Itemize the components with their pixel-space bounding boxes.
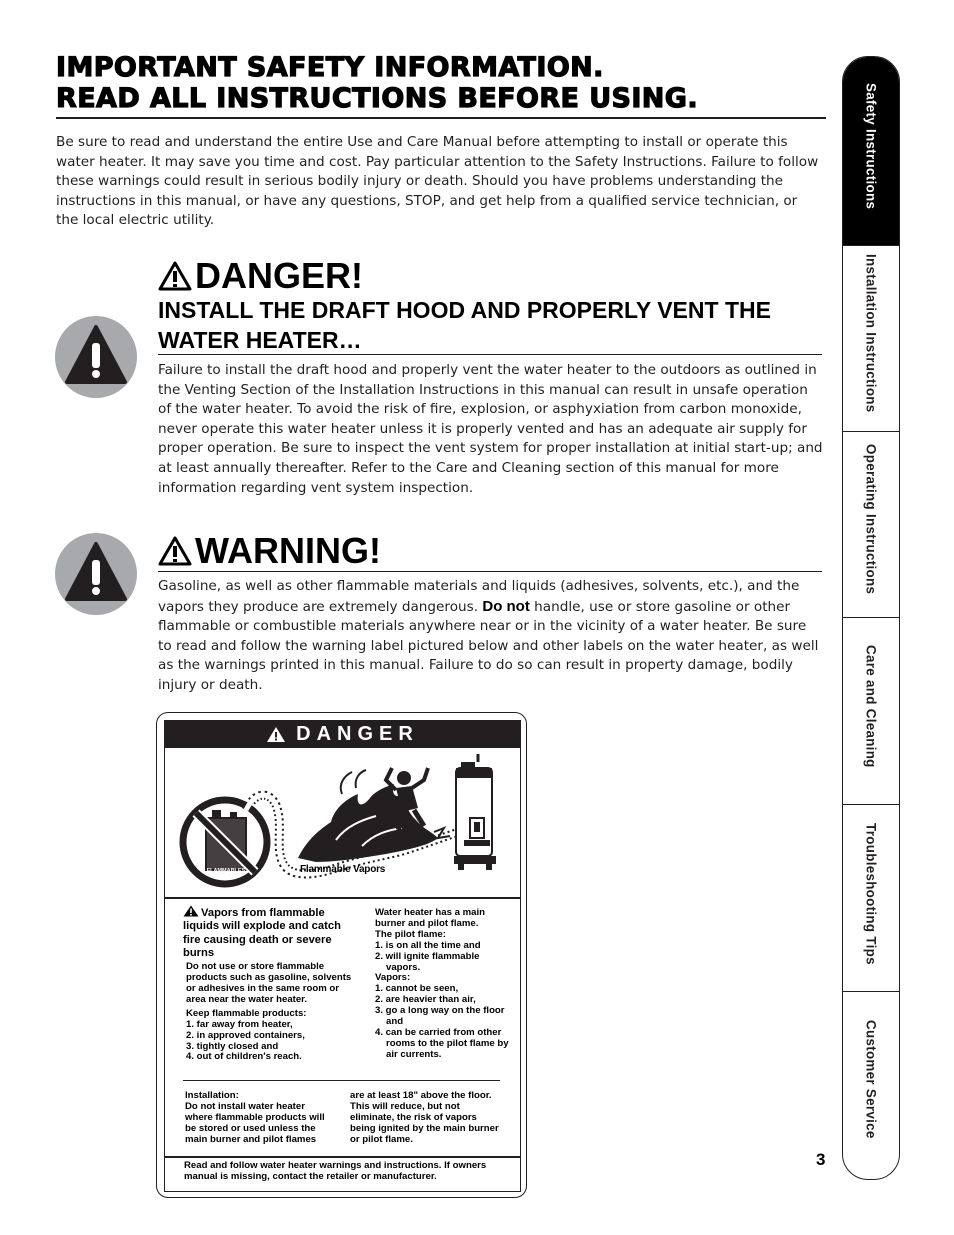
danger-subtitle-line1: INSTALL THE DRAFT HOOD AND PROPERLY VENT THE <box>158 297 771 323</box>
page-title-line2: READ ALL INSTRUCTIONS BEFORE USING. <box>56 83 699 114</box>
list-item: 2. in approved containers, <box>186 1029 305 1041</box>
tab-operating-instructions[interactable] <box>843 431 899 618</box>
list-item: 3. tightly closed and <box>186 1040 279 1052</box>
label-divider <box>164 897 521 899</box>
tab-customer-service[interactable] <box>843 991 899 1180</box>
warning-divider <box>158 571 822 572</box>
list-item: 4. can be carried from other rooms to the pilot flame by air currents. <box>375 1026 509 1060</box>
danger-body: Failure to install the draft hood and properly vent the water heater to the outdoors as outlined in the Venting Section of the Installation Instructions in this manual can result in unsafe operation of the water heater. To avoid the risk of fire, explosion, or asphyxiation from carbon monoxide, never operate this water heater unless it is properly vented and has an adequate air supply for proper operation. Be sure to inspect the vent system for proper installation at initial start-up; and at least annually thereafter. Refer to the Care and Cleaning section of this manual for more information regarding vent system inspection. <box>158 362 823 496</box>
tab-label: Troubleshooting Tips <box>863 823 879 965</box>
label-left-heading <box>183 905 355 960</box>
warning-triangle-icon <box>158 536 192 566</box>
list-item: 2. are heavier than air, <box>375 994 476 1006</box>
tab-troubleshooting-tips[interactable] <box>843 804 899 992</box>
caution-circle-icon <box>55 316 137 398</box>
label-left-paragraph: Do not use or store flammable products such as gasoline, solvents or adhesives in the same room or area near the water heater. <box>186 961 352 1005</box>
label-right-column <box>375 908 510 1061</box>
tab-label: Operating Instructions <box>863 444 879 595</box>
water-heater-figure <box>454 754 496 870</box>
warning-heading <box>158 531 381 571</box>
label-footer: Read and follow water heater warnings and instructions. If owners manual is missing, contact the retailer or manufacturer. <box>184 1160 487 1182</box>
list-item: 1. cannot be seen, <box>375 983 459 995</box>
flammables-can-text: FLAMMABLES <box>206 868 246 874</box>
label-left-heading-text: Vapors from flammable liquids will explode and catch fire causing death or severe burns <box>183 907 341 959</box>
warning-triangle-icon <box>266 726 286 743</box>
label-right-paragraph: Water heater has a main burner and pilot flame. <box>375 907 486 929</box>
tab-label: Installation Instructions <box>863 254 879 413</box>
label-keep-list <box>183 1020 355 1064</box>
danger-divider <box>158 354 822 355</box>
warning-triangle-icon <box>158 261 192 291</box>
page-number: 3 <box>816 1150 826 1169</box>
label-installation-right: are at least 18" above the floor. This will reduce, but not eliminate, the risk of vapors being ignited by the main burner or pilot flame. <box>350 1090 499 1145</box>
list-item: 1. is on all the time and <box>375 939 481 951</box>
page-title <box>56 52 826 114</box>
danger-title: DANGER! <box>195 255 363 296</box>
header-divider <box>56 117 826 119</box>
label-left-column <box>183 905 355 1063</box>
label-vapors-heading: Vapors: <box>375 972 411 984</box>
label-keep-heading: Keep flammable products: <box>186 1007 307 1019</box>
danger-label-banner-text: DANGER <box>296 722 419 745</box>
tab-label: Care and Cleaning <box>863 645 879 768</box>
list-item: 3. go a long way on the floor and <box>375 1005 505 1028</box>
danger-heading <box>158 256 363 296</box>
warning-title: WARNING! <box>195 530 381 571</box>
danger-subtitle-line2: WATER HEATER… <box>158 327 362 353</box>
caution-circle-icon <box>55 533 137 615</box>
warning-body-emphasis: Do not <box>482 597 530 615</box>
label-pilot-heading: The pilot flame: <box>375 928 446 940</box>
warning-body-start: Gasoline, as well as other flammable materials and liquids (adhesives, solvents, etc.), and the vapors they produce are extremely dangerous. <box>158 578 800 615</box>
warning-triangle-icon <box>183 905 199 917</box>
tab-label: Safety Instructions <box>863 83 879 210</box>
list-item: 1. far away from heater, <box>186 1018 293 1030</box>
danger-subtitle <box>158 295 838 355</box>
tab-installation-instructions[interactable] <box>843 245 899 432</box>
list-item: 2. will ignite flammable vapors. <box>375 950 480 973</box>
list-item: 4. out of children's reach. <box>186 1051 302 1063</box>
intro-paragraph: Be sure to read and understand the entire Use and Care Manual before attempting to install or operate this water heater. It may save you time and cost. Pay particular attention to the Safety Instructions. Failure to follow these warnings could result in serious bodily injury or death. Should you have problems understanding the instructions in this manual, or have any questions, STOP, and get help from a qualified service technician, or the local electric utility. <box>56 134 819 229</box>
label-installation-left: Installation: Do not install water heater where flammable products will be stored or used unless the main burner and pilot flames <box>185 1090 325 1145</box>
warning-body-end: handle, use or store gasoline or other flammable or combustible materials anywhere near or in the vicinity of a water heater. Be sure to read and follow the warning label pictured below and other labels on the water heater, as well as the warnings printed in this manual. Failure to do so can result in property damage, bodily injury or death. <box>158 598 819 693</box>
label-divider <box>183 1080 500 1081</box>
tab-safety-instructions[interactable] <box>843 57 899 245</box>
warning-body <box>158 577 822 696</box>
section-tabs <box>842 56 900 1180</box>
tab-label: Customer Service <box>863 1020 879 1139</box>
tab-care-and-cleaning[interactable] <box>843 617 899 805</box>
page-title-line1: IMPORTANT SAFETY INFORMATION. <box>56 52 604 83</box>
flammable-vapors-caption: Flammable Vapors <box>300 864 386 875</box>
label-divider <box>164 1156 521 1158</box>
danger-label-banner <box>164 720 521 748</box>
